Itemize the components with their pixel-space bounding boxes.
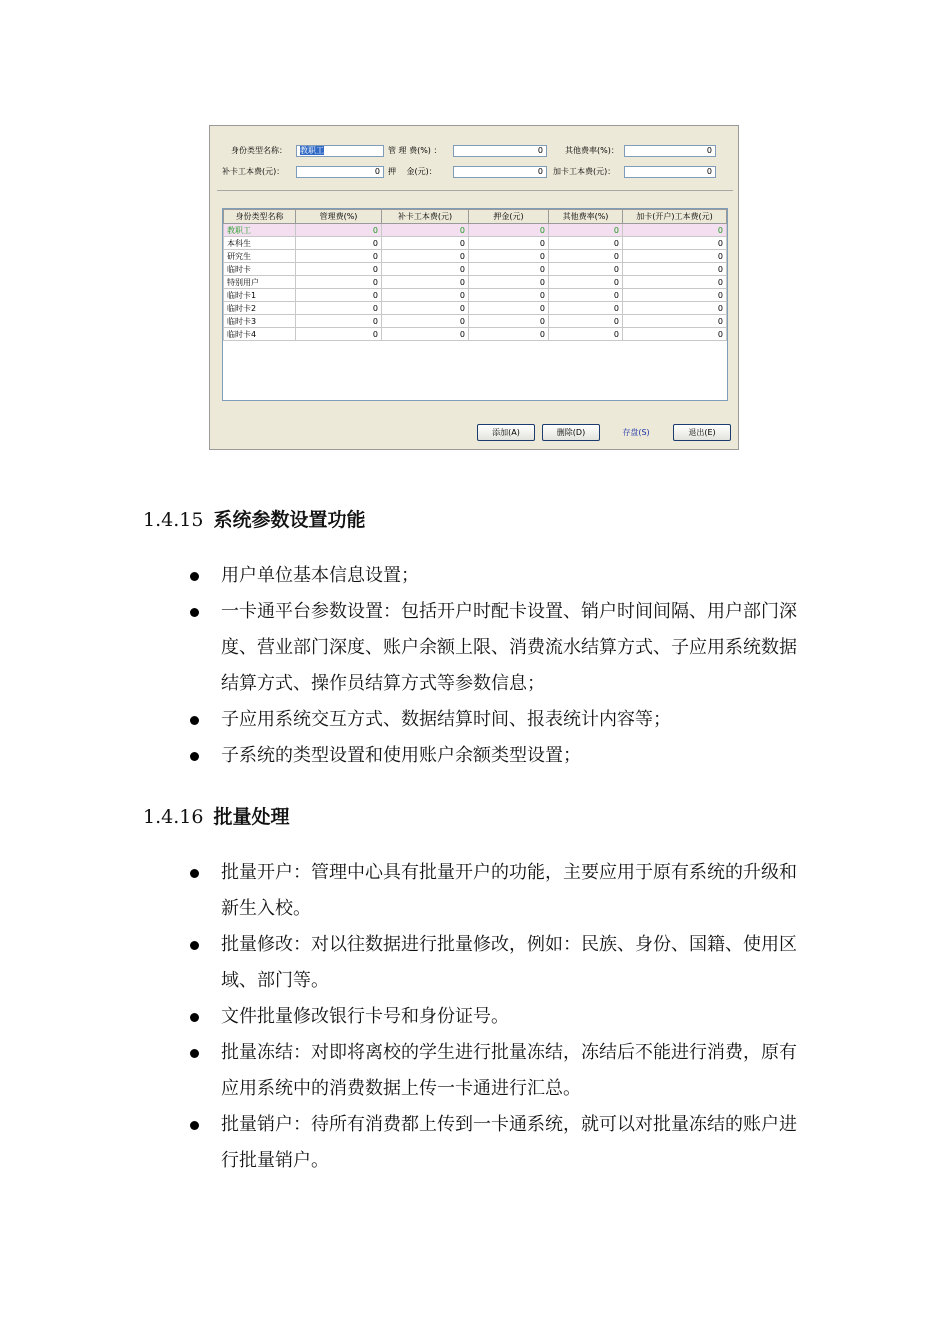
row-value-cell[interactable]: 0 bbox=[382, 328, 469, 341]
row-value-cell[interactable]: 0 bbox=[296, 302, 382, 315]
exit-button[interactable]: 退出(E) bbox=[673, 424, 731, 441]
list-item: 用户单位基本信息设置； bbox=[183, 558, 813, 594]
row-value-cell[interactable]: 0 bbox=[469, 289, 549, 302]
table-row[interactable] bbox=[224, 276, 727, 289]
delete-button[interactable]: 删除(D) bbox=[542, 424, 600, 441]
row-value-cell[interactable]: 0 bbox=[623, 224, 727, 237]
row-value-cell[interactable]: 0 bbox=[469, 237, 549, 250]
bullet-icon bbox=[190, 572, 199, 581]
identity-form-panel bbox=[217, 134, 733, 191]
section-heading bbox=[143, 505, 365, 532]
row-value-cell[interactable]: 0 bbox=[469, 315, 549, 328]
row-name-cell[interactable]: 临时卡1 bbox=[224, 289, 296, 302]
row-value-cell[interactable]: 0 bbox=[296, 328, 382, 341]
section-heading bbox=[143, 802, 289, 829]
list-item: 子系统的类型设置和使用账户余额类型设置； bbox=[183, 738, 813, 774]
row-value-cell[interactable]: 0 bbox=[623, 263, 727, 276]
identity-type-settings-dialog bbox=[209, 125, 739, 450]
row-value-cell[interactable]: 0 bbox=[382, 250, 469, 263]
row-value-cell[interactable]: 0 bbox=[296, 315, 382, 328]
row-value-cell[interactable]: 0 bbox=[469, 250, 549, 263]
row-name-cell[interactable]: 特别用户 bbox=[224, 276, 296, 289]
row-value-cell[interactable]: 0 bbox=[296, 237, 382, 250]
row-value-cell[interactable]: 0 bbox=[549, 328, 623, 341]
add-card-fee-input[interactable]: 0 bbox=[624, 166, 716, 178]
row-value-cell[interactable]: 0 bbox=[549, 224, 623, 237]
list-item: 子应用系统交互方式、数据结算时间、报表统计内容等； bbox=[183, 702, 813, 738]
reissue-card-fee-label: 补卡工本费(元)： bbox=[222, 167, 285, 176]
list-item: 一卡通平台参数设置：包括开户时配卡设置、销户时间间隔、用户部门深度、营业部门深度、账户余额上限、消费流水结算方式、子应用系统数据结算方式、操作员结算方式等参数信息； bbox=[183, 594, 813, 702]
management-fee-label: 管 理 费(%) ： bbox=[388, 146, 442, 155]
section-number: 1.4.16 bbox=[143, 806, 204, 828]
grid-col-header[interactable]: 补卡工本费(元) bbox=[382, 210, 469, 224]
save-button[interactable]: 存盘(S) bbox=[622, 428, 650, 437]
row-name-cell[interactable]: 临时卡4 bbox=[224, 328, 296, 341]
row-value-cell[interactable]: 0 bbox=[382, 315, 469, 328]
deposit-input[interactable]: 0 bbox=[453, 166, 547, 178]
row-value-cell[interactable]: 0 bbox=[623, 250, 727, 263]
list-item: 批量销户：待所有消费都上传到一卡通系统，就可以对批量冻结的账户进行批量销户。 bbox=[183, 1107, 813, 1179]
row-value-cell[interactable]: 0 bbox=[469, 328, 549, 341]
row-value-cell[interactable]: 0 bbox=[382, 289, 469, 302]
row-value-cell[interactable]: 0 bbox=[623, 328, 727, 341]
row-value-cell[interactable]: 0 bbox=[469, 224, 549, 237]
row-name-cell[interactable]: 临时卡2 bbox=[224, 302, 296, 315]
grid-col-header[interactable]: 管理费(%) bbox=[296, 210, 382, 224]
identity-type-label: 身份类型名称： bbox=[231, 146, 287, 155]
table-row[interactable] bbox=[224, 250, 727, 263]
row-value-cell[interactable]: 0 bbox=[296, 263, 382, 276]
table-row[interactable] bbox=[224, 328, 727, 341]
row-value-cell[interactable]: 0 bbox=[469, 302, 549, 315]
table-row[interactable] bbox=[224, 302, 727, 315]
row-value-cell[interactable]: 0 bbox=[623, 289, 727, 302]
bullet-icon bbox=[190, 941, 199, 950]
row-value-cell[interactable]: 0 bbox=[382, 263, 469, 276]
row-value-cell[interactable]: 0 bbox=[623, 315, 727, 328]
deposit-label: 押 金(元)： bbox=[388, 167, 437, 176]
grid-col-header[interactable]: 身份类型名称 bbox=[224, 210, 296, 224]
identity-type-input[interactable]: 教职工 bbox=[296, 145, 384, 157]
row-value-cell[interactable]: 0 bbox=[549, 237, 623, 250]
bullet-icon bbox=[190, 1121, 199, 1130]
bullet-icon bbox=[190, 1013, 199, 1022]
row-value-cell[interactable]: 0 bbox=[549, 263, 623, 276]
grid-header-row bbox=[224, 210, 727, 224]
row-value-cell[interactable]: 0 bbox=[469, 276, 549, 289]
bullet-icon bbox=[190, 1049, 199, 1058]
row-value-cell[interactable]: 0 bbox=[549, 302, 623, 315]
section-number: 1.4.15 bbox=[143, 509, 204, 531]
section-title: 批量处理 bbox=[213, 806, 290, 828]
row-value-cell[interactable]: 0 bbox=[296, 276, 382, 289]
row-name-cell[interactable]: 教职工 bbox=[224, 224, 296, 237]
row-name-cell[interactable]: 临时卡3 bbox=[224, 315, 296, 328]
row-value-cell[interactable]: 0 bbox=[382, 237, 469, 250]
list-item: 文件批量修改银行卡号和身份证号。 bbox=[183, 999, 813, 1035]
management-fee-input[interactable]: 0 bbox=[453, 145, 547, 157]
row-value-cell[interactable]: 0 bbox=[549, 276, 623, 289]
grid-col-header[interactable]: 押金(元) bbox=[469, 210, 549, 224]
grid-col-header[interactable]: 加卡(开户)工本费(元) bbox=[623, 210, 727, 224]
table-row[interactable] bbox=[224, 315, 727, 328]
row-name-cell[interactable]: 临时卡 bbox=[224, 263, 296, 276]
table-row[interactable] bbox=[224, 289, 727, 302]
row-value-cell[interactable]: 0 bbox=[469, 263, 549, 276]
row-value-cell[interactable]: 0 bbox=[382, 224, 469, 237]
table-row[interactable] bbox=[224, 224, 727, 237]
row-value-cell[interactable]: 0 bbox=[382, 302, 469, 315]
other-fee-rate-input[interactable]: 0 bbox=[624, 145, 716, 157]
section-list bbox=[183, 558, 813, 774]
bullet-icon bbox=[190, 608, 199, 617]
row-name-cell[interactable]: 研究生 bbox=[224, 250, 296, 263]
row-value-cell[interactable]: 0 bbox=[549, 250, 623, 263]
row-value-cell[interactable]: 0 bbox=[296, 289, 382, 302]
bullet-icon bbox=[190, 869, 199, 878]
section-list bbox=[183, 855, 813, 1179]
table-row[interactable] bbox=[224, 237, 727, 250]
list-item: 批量修改：对以往数据进行批量修改，例如：民族、身份、国籍、使用区域、部门等。 bbox=[183, 927, 813, 999]
row-value-cell[interactable]: 0 bbox=[623, 237, 727, 250]
row-value-cell[interactable]: 0 bbox=[382, 276, 469, 289]
add-button[interactable]: 添加(A) bbox=[477, 424, 535, 441]
bullet-icon bbox=[190, 716, 199, 725]
row-name-cell[interactable]: 本科生 bbox=[224, 237, 296, 250]
row-value-cell[interactable]: 0 bbox=[296, 224, 382, 237]
section-title: 系统参数设置功能 bbox=[213, 509, 366, 531]
reissue-card-fee-input[interactable]: 0 bbox=[296, 166, 384, 178]
row-value-cell[interactable]: 0 bbox=[623, 302, 727, 315]
list-item: 批量开户：管理中心具有批量开户的功能，主要应用于原有系统的升级和新生入校。 bbox=[183, 855, 813, 927]
row-value-cell[interactable]: 0 bbox=[549, 315, 623, 328]
other-fee-rate-label: 其他费率(%)： bbox=[565, 146, 619, 155]
row-value-cell[interactable]: 0 bbox=[296, 250, 382, 263]
list-item: 批量冻结：对即将离校的学生进行批量冻结，冻结后不能进行消费，原有应用系统中的消费数据上传一卡通进行汇总。 bbox=[183, 1035, 813, 1107]
identity-type-grid bbox=[222, 208, 728, 401]
row-value-cell[interactable]: 0 bbox=[549, 289, 623, 302]
grid-col-header[interactable]: 其他费率(%) bbox=[549, 210, 623, 224]
bullet-icon bbox=[190, 752, 199, 761]
add-card-fee-label: 加卡工本费(元)： bbox=[553, 167, 616, 176]
table-row[interactable] bbox=[224, 263, 727, 276]
row-value-cell[interactable]: 0 bbox=[623, 276, 727, 289]
